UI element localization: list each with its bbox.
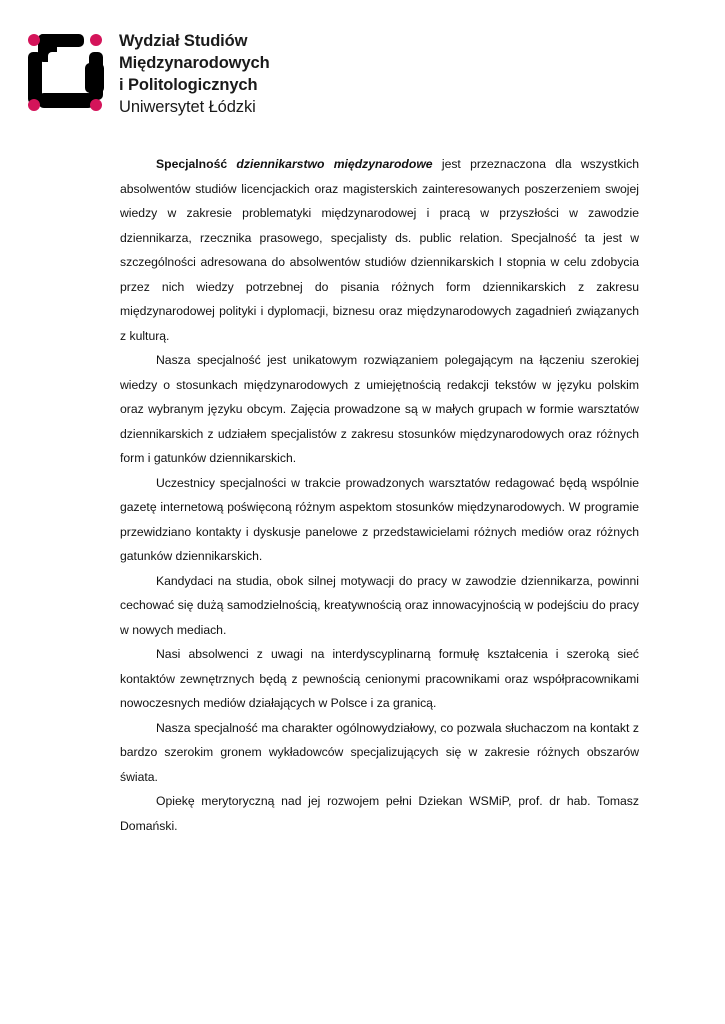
document-body [120, 152, 639, 838]
faculty-name [119, 30, 270, 118]
paragraph-3: Kandydaci na studia, obok silnej motywacji do pracy w zawodzie dziennikarza, powinni cechować się dużą samodzielnością, kreatywnością oraz innowacyjnością w podejściu do pracy w nowych mediach. [120, 573, 639, 637]
paragraph-6: Opiekę merytoryczną nad jej rozwojem pełni Dziekan WSMiP, prof. dr hab. Tomasz Domański. [120, 794, 639, 833]
intro-lead: Specjalność [156, 157, 228, 171]
intro-text: jest przeznaczona dla wszystkich absolwentów studiów licencjackich oraz magisterskich zainteresowanych poszerzeniem swojej wiedzy w zakresie problematyki międzynarodowej i pracą w przyszłości w zawodzie dziennikarza, rzecznika prasowego, specjalisty ds. public relation. Specjalność ta jest w szczególności adresowana do absolwentów studiów dziennikarskich I stopnia w celu zdobycia przez nich wiedzy potrzebnej do pisania różnych form dziennikarskich z zakresu międzynarodowej polityki i dyplomacji, biznesu oraz międzynarodowych zagadnień związanych z kulturą. [120, 157, 639, 343]
paragraph-5: Nasza specjalność ma charakter ogólnowydziałowy, co pozwala słuchaczom na kontakt z bardzo szerokim gronem wykładowców specjalizujących się w zakresie różnych obszarów świata. [120, 720, 639, 784]
intro-paragraph [120, 152, 639, 348]
university-name: Uniwersytet Łódzki [119, 98, 256, 116]
faculty-line-3: i Politologicznych [119, 76, 258, 94]
paragraph-2: Uczestnicy specjalności w trakcie prowadzonych warsztatów redagować będą wspólnie gazetę internetową poświęconą różnym aspektom stosunków międzynarodowych. W programie przewidziano kontakty i dyskusje panelowe z przedstawicielami różnych mediów oraz różnych gatunków dziennikarskich. [120, 475, 639, 563]
paragraph-4: Nasi absolwenci z uwagi na interdyscyplinarną formułę kształcenia i szeroką sieć kontaktów zewnętrznych będą z pewnością cenionymi pracownikami oraz współpracownikami nowoczesnych mediów działających w Polsce i za granicą. [120, 647, 639, 710]
faculty-line-2: Międzynarodowych [119, 54, 270, 72]
paragraph-1: Nasza specjalność jest unikatowym rozwiązaniem polegającym na łączeniu szerokiej wiedzy o stosunkach międzynarodowych z umiejętnością redakcji tekstów w języku polskim oraz wybranym języku obcym. Zajęcia prowadzone są w małych grupach w formie warsztatów dziennikarskich z udziałem specjalistów z zakresu stosunków międzynarodowych oraz różnych form i gatunków dziennikarskich. [120, 353, 639, 465]
faculty-line-1: Wydział Studiów [119, 32, 248, 50]
specialty-name: dziennikarstwo międzynarodowe [236, 157, 433, 171]
wsmip-logo-icon [26, 32, 108, 114]
